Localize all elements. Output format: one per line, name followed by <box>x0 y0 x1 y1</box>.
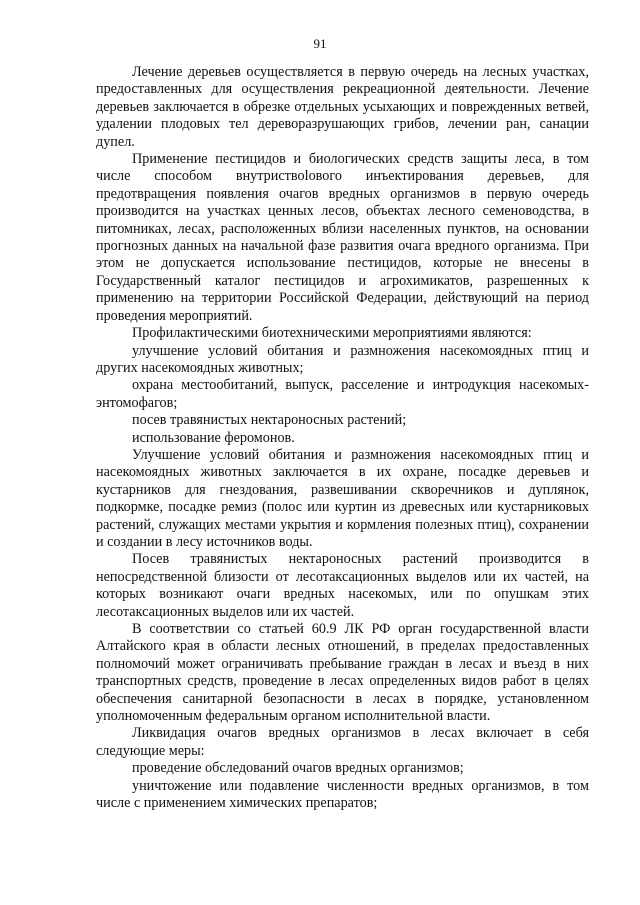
list-item-bird-habitat: улучшение условий обитания и размножения насекомоядных птиц и других насекомоядных животных; <box>96 342 589 376</box>
paragraph-outbreak-liquidation: Ликвидация очагов вредных организмов в лесах включает в себя следующие меры: <box>96 725 589 759</box>
list-item-surveys: проведение обследований очагов вредных организмов; <box>132 760 464 777</box>
page-number: 91 <box>313 36 327 51</box>
document-body <box>96 64 589 812</box>
paragraph-biotech-measures-intro: Профилактическими биотехническими мероприятиями являются: <box>132 325 532 342</box>
list-item-nectar-plants: посев травянистых нектароносных растений; <box>132 412 407 429</box>
list-item-entomophages: охрана местообитаний, выпуск, расселение и интродукция насекомых-энтомофагов; <box>96 377 589 411</box>
paragraph-tree-treatment: Лечение деревьев осуществляется в первую очередь на лесных участках, предоставленных для осуществления рекреационной деятельности. Лечение деревьев заключается в обрезке отдельных усыхающих и поврежденных ветвей, удалении плодовых тел дереворазрушающих грибов, лечении ран, санации дупел. <box>96 64 589 150</box>
list-item-pheromones: использование феромонов. <box>132 429 295 446</box>
paragraph-pesticides: Применение пестицидов и биологических средств защиты леса, в том числе способом внутриствolового инъектирования деревьев, для предотвращения появления очагов вредных организмов в первую очередь производится на участках ценных лесов, объектах лесного семеноводства, в питомниках, лесах, расположенных вблизи населенных пунктов, на основании прогнозных данных на начальной фазе развития очага вредного организма. При этом не допускается использование пестицидов, которые не внесены в Государственный каталог пестицидов и агрохимикатов, разрешенных к применению на территории Российской Федерации, действующий на период проведения мероприятий. <box>96 151 589 324</box>
paragraph-article-60-9: В соответствии со статьей 60.9 ЛК РФ орган государственной власти Алтайского края в области лесных отношений, в пределах предоставленных полномочий может ограничивать пребывание граждан в лесах и въезд в них транспортных средств, проведение в лесах определенных видов работ в целях обеспечения санитарной безопасности в лесах в порядке, установленном уполномоченным федеральным органом исполнительной власти. <box>96 621 589 725</box>
paragraph-nectar-sowing: Посев травянистых нектароносных растений производится в непосредственной близости от лесотаксационных выделов или их частей, на которых возникают очаги вредных насекомых, или по опушкам этих лесотаксационных выделов или их частей. <box>96 551 589 620</box>
list-item-suppression: уничтожение или подавление численности вредных организмов, в том числе с применением химических препаратов; <box>96 777 589 812</box>
paragraph-habitat-improvement: Улучшение условий обитания и размножения насекомоядных птиц и насекомоядных животных заключается в их охране, посадке деревьев и кустарников для гнездования, развешивании скворечников и дуплянок, подкормке, посадке ремиз (полос или куртин из древесных или кустарниковых растений, служащих местами укрытия и кормления полезных птиц), сохранении и создании в лесу источников воды. <box>96 446 589 550</box>
